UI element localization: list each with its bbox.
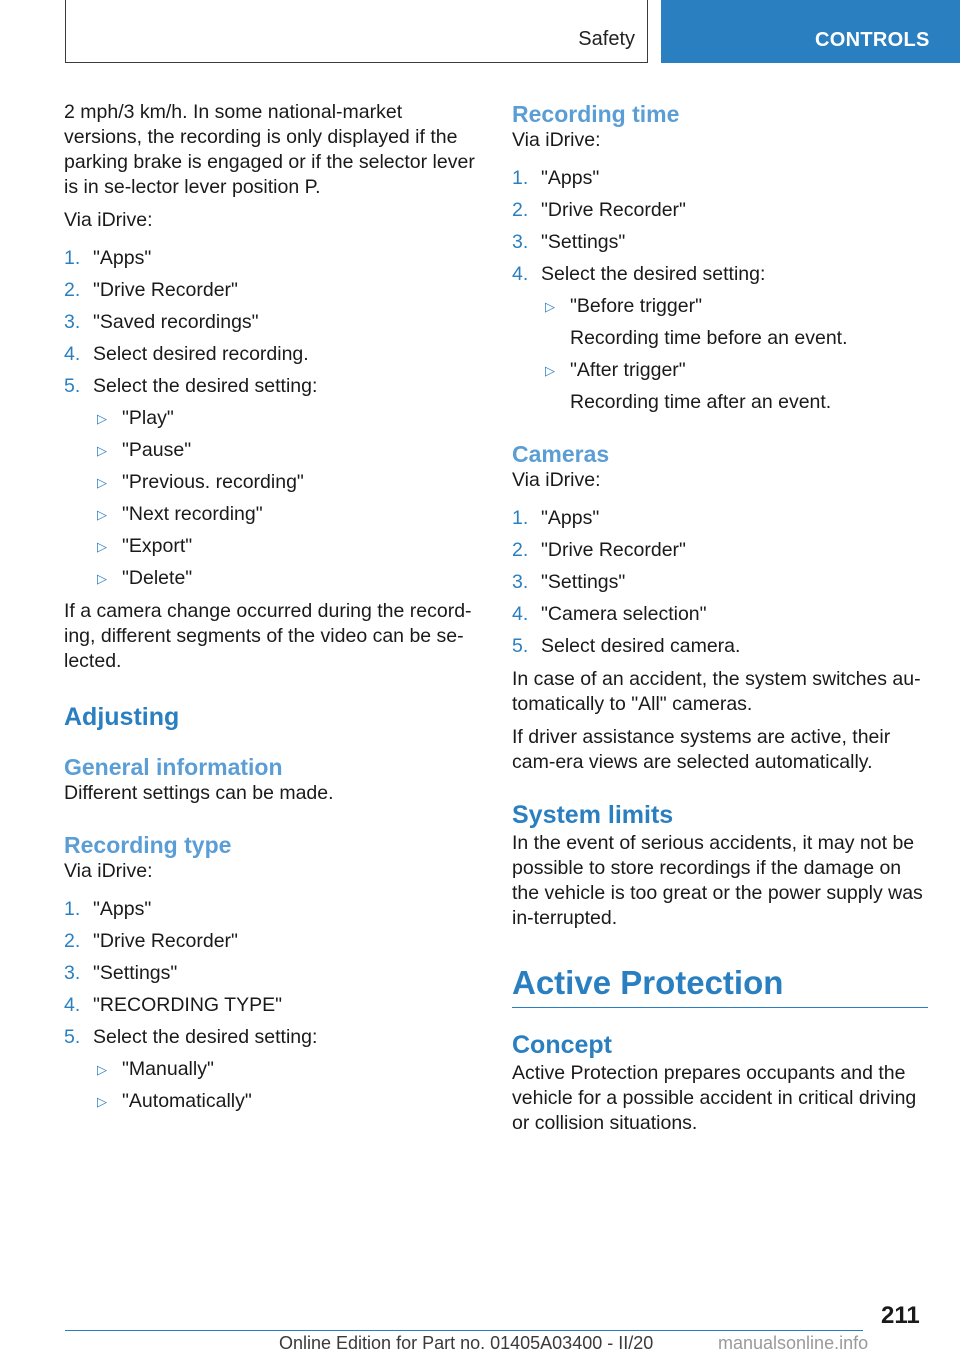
via-idrive-label: Via iDrive:	[512, 469, 601, 491]
camera-change-paragraph: If a camera change occurred during the record-ing, different segments of the video can be se-lected.	[64, 600, 472, 672]
triangle-bullet-icon: ▷	[97, 539, 107, 554]
saved-recordings-steps	[64, 246, 479, 591]
heading-cameras: Cameras	[512, 441, 610, 467]
list-item: ▷ "Before trigger" Recording time before an event.	[541, 294, 928, 351]
step-number: 1.	[512, 167, 529, 189]
list-item: 3. "Settings"	[512, 571, 626, 593]
list-item	[64, 374, 479, 591]
recording-type-steps	[64, 897, 479, 1114]
triangle-bullet-icon: ▷	[545, 299, 555, 314]
left-column	[64, 100, 479, 1114]
step-number: 3.	[64, 311, 81, 333]
triangle-bullet-icon: ▷	[97, 475, 107, 490]
heading-adjusting: Adjusting	[64, 703, 180, 731]
list-item: 2. "Drive Recorder"	[64, 930, 238, 952]
header-section-box	[65, 0, 648, 63]
recording-type-options	[93, 1057, 479, 1114]
list-item: 5. Select desired camera.	[512, 635, 741, 657]
triangle-bullet-icon: ▷	[97, 1062, 107, 1077]
step-number: 1.	[512, 507, 529, 529]
list-item: ▷ "Next recording"	[97, 503, 263, 525]
page-number: 211	[881, 1302, 920, 1329]
heading-recording-type: Recording type	[64, 832, 232, 858]
concept-text: Active Protection prepares occupants and the vehicle for a possible accident in critical driving or collision situations.	[512, 1062, 917, 1134]
heading-active-protection: Active Protection	[512, 963, 928, 1008]
list-item: 4. "Camera selection"	[512, 603, 707, 625]
list-item	[64, 278, 479, 303]
header-chapter-tab	[661, 0, 960, 63]
heading-general-information: General information	[64, 754, 283, 780]
via-idrive-label: Via iDrive:	[512, 129, 601, 151]
list-item: 2. "Drive Recorder"	[512, 539, 686, 561]
heading-system-limits: System limits	[512, 801, 674, 829]
driver-assistance-paragraph: If driver assistance systems are active, their cam-era views are selected automatically.	[512, 726, 891, 773]
list-item: 3. "Settings"	[64, 962, 178, 984]
list-item	[64, 310, 479, 335]
step-number: 2.	[512, 539, 529, 561]
list-item: ▷ "Previous. recording"	[97, 471, 304, 493]
step-number: 3.	[512, 571, 529, 593]
step-number: 2.	[64, 930, 81, 952]
general-information-text: Different settings can be made.	[64, 782, 334, 804]
step-text: "Saved recordings"	[93, 311, 259, 333]
list-item: ▷ "After trigger" Recording time after an event.	[541, 358, 928, 415]
step-number: 2.	[64, 279, 81, 301]
triangle-bullet-icon: ▷	[97, 1094, 107, 1109]
step-number: 2.	[512, 199, 529, 221]
playback-options	[93, 406, 479, 591]
triangle-bullet-icon: ▷	[97, 507, 107, 522]
step-number: 1.	[64, 898, 81, 920]
via-idrive-label: Via iDrive:	[64, 209, 153, 231]
list-item: 1. "Apps"	[512, 167, 600, 189]
list-item: 2. "Drive Recorder"	[512, 199, 686, 221]
footer-rule	[65, 1330, 863, 1331]
camera-accident-paragraph: In case of an accident, the system switches au-tomatically to "All" cameras.	[512, 668, 921, 715]
right-column	[512, 100, 928, 1136]
list-item: 4. "RECORDING TYPE"	[64, 994, 283, 1016]
step-text: "Drive Recorder"	[93, 279, 238, 301]
triangle-bullet-icon: ▷	[97, 443, 107, 458]
option-description: Recording time before an event.	[570, 327, 848, 349]
option-description: Recording time after an event.	[570, 391, 832, 413]
list-item: ▷ "Export"	[97, 535, 193, 557]
list-item: ▷ "Automatically"	[97, 1090, 252, 1112]
heading-recording-time: Recording time	[512, 101, 680, 127]
step-number: 5.	[512, 635, 529, 657]
list-item: ▷ "Manually"	[97, 1058, 214, 1080]
step-text: Select the desired setting:	[93, 375, 318, 397]
step-number: 3.	[512, 231, 529, 253]
system-limits-text: In the event of serious accidents, it may not be possible to store recordings if the damage on the vehicle is too great or the power supply was in-terrupted.	[512, 832, 923, 929]
triangle-bullet-icon: ▷	[97, 411, 107, 426]
intro-paragraph: 2 mph/3 km/h. In some national-market versions, the recording is only displayed if the parking brake is engaged or if the selector lever is in se-lector lever position P.	[64, 101, 475, 198]
list-item: 4. Select the desired setting: ▷ "Before trigger" Recording time before an event. ▷ "After trigger" Recording time after an event.	[512, 262, 928, 415]
list-item: ▷ "Play"	[97, 407, 174, 429]
step-number: 1.	[64, 247, 81, 269]
triangle-bullet-icon: ▷	[545, 363, 555, 378]
via-idrive-label: Via iDrive:	[64, 860, 153, 882]
footer-watermark: manualsonline.info	[718, 1333, 869, 1353]
cameras-steps	[512, 506, 928, 659]
step-number: 4.	[512, 263, 529, 285]
step-text: Select desired recording.	[93, 343, 309, 365]
list-item: 3. "Settings"	[512, 231, 626, 253]
step-number: 5.	[64, 1026, 81, 1048]
step-number: 4.	[512, 603, 529, 625]
heading-concept: Concept	[512, 1031, 612, 1059]
recording-time-steps	[512, 166, 928, 415]
step-number: 4.	[64, 994, 81, 1016]
step-text: "Apps"	[93, 247, 152, 269]
footer-edition: Online Edition for Part no. 01405A03400 - II/20	[279, 1333, 654, 1353]
header-section-label: Safety	[578, 28, 635, 50]
list-item: ▷ "Delete"	[97, 567, 193, 589]
list-item	[64, 342, 479, 367]
list-item: 1. "Apps"	[512, 507, 600, 529]
list-item: 1. "Apps"	[64, 898, 152, 920]
list-item: ▷ "Pause"	[97, 439, 192, 461]
list-item: 5. Select the desired setting: ▷ "Manually" ▷ "Automatically"	[64, 1025, 479, 1114]
step-number: 5.	[64, 375, 81, 397]
triangle-bullet-icon: ▷	[97, 571, 107, 586]
header-chapter-label: CONTROLS	[815, 29, 930, 51]
recording-time-options	[541, 294, 928, 415]
list-item	[64, 246, 479, 271]
step-number: 3.	[64, 962, 81, 984]
step-number: 4.	[64, 343, 81, 365]
